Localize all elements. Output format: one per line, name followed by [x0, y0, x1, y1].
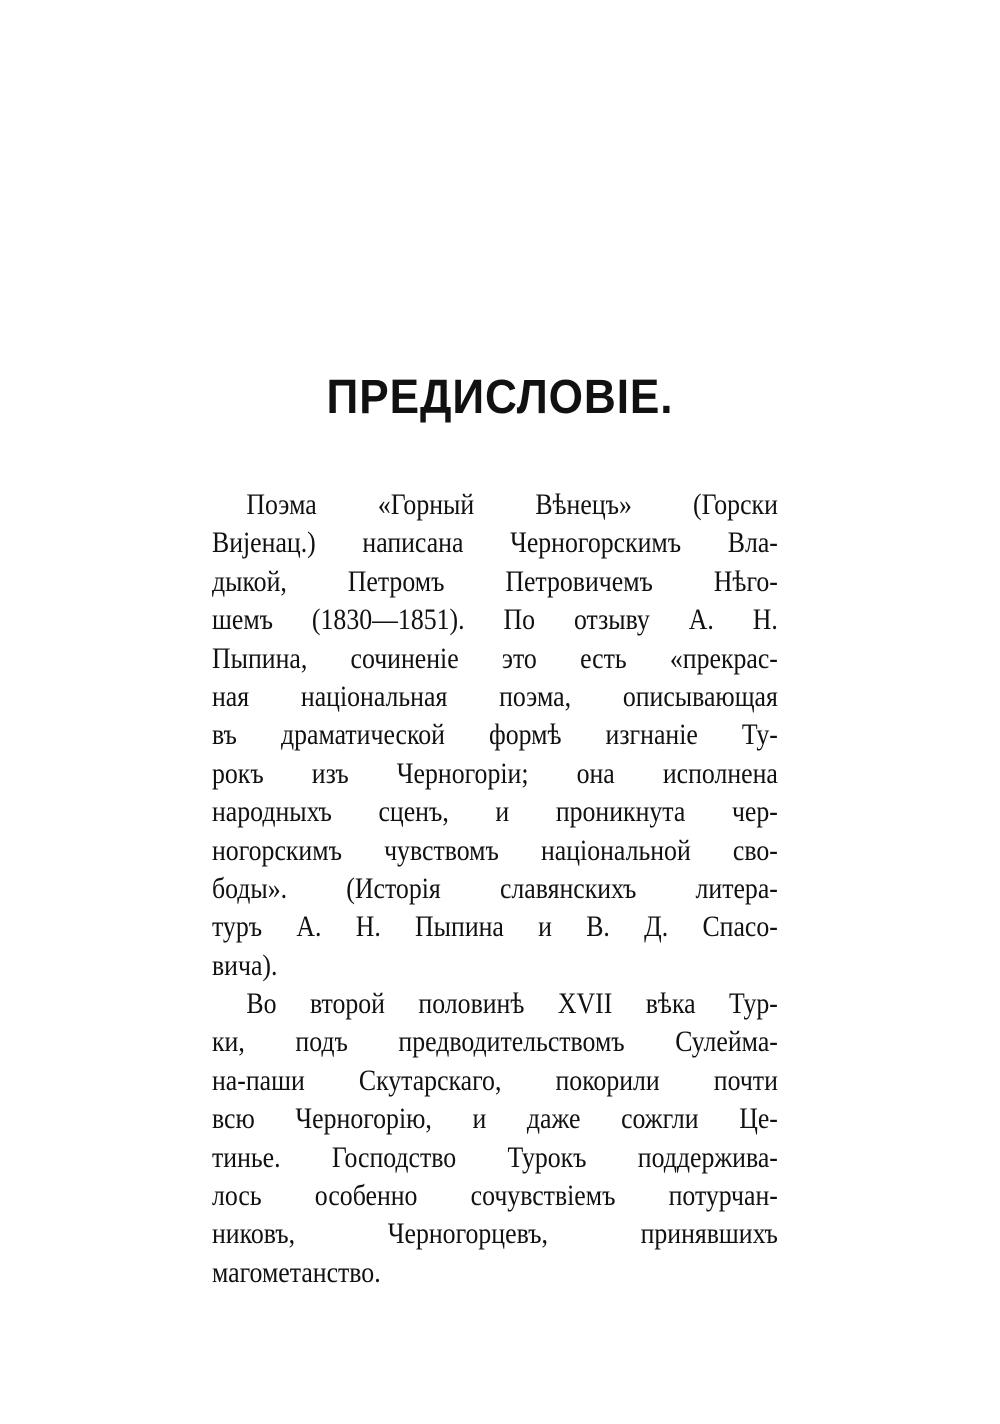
paragraph-2 [212, 985, 778, 1292]
text-line: ная національная поэма, описывающая [212, 679, 778, 713]
preface-body [212, 486, 778, 1292]
text-line: тинье. Господство Турокъ поддержива- [212, 1140, 778, 1174]
text-line: ногорскимъ чувствомъ національной сво- [212, 833, 778, 867]
text-line: всю Черногорію, и даже сожгли Це- [212, 1102, 778, 1136]
text-line: дыкой, Петромъ Петровичемъ Нѣго- [212, 564, 778, 598]
paragraph-1 [212, 486, 778, 985]
text-line: ки, подъ предводительствомъ Сулейма- [212, 1025, 778, 1059]
text-line: народныхъ сценъ, и проникнута чер- [212, 795, 778, 829]
text-line: лось особенно сочувствіемъ потурчан- [212, 1179, 778, 1213]
text-line: никовъ, Черногорцевъ, принявшихъ [212, 1217, 778, 1251]
text-line: туръ А. Н. Пыпина и В. Д. Спасо- [212, 910, 778, 944]
text-line: рокъ изъ Черногоріи; она исполнена [212, 756, 778, 790]
text-line: Поэма «Горный Вѣнецъ» (Горски [246, 488, 778, 521]
page-title: ПРЕДИСЛОВІЕ. [326, 371, 674, 424]
text-line: вича). [212, 948, 278, 982]
text-line: въ драматической формѣ изгнаніе Ту- [212, 718, 778, 752]
text-line: Пыпина, сочиненіе это есть «прекрас- [212, 641, 778, 675]
text-line: магометанство. [212, 1255, 381, 1289]
text-line: на-паши Скутарскаго, покорили почти [212, 1063, 778, 1097]
text-line: Виjенац.) написана Черногорскимъ Вла- [212, 526, 778, 560]
text-line: Во второй половинѣ XVII вѣка Тур- [246, 987, 778, 1021]
text-line: боды». (Исторія славянскихъ литера- [212, 871, 778, 905]
text-line: шемъ (1830—1851). По отзыву А. Н. [212, 603, 778, 637]
